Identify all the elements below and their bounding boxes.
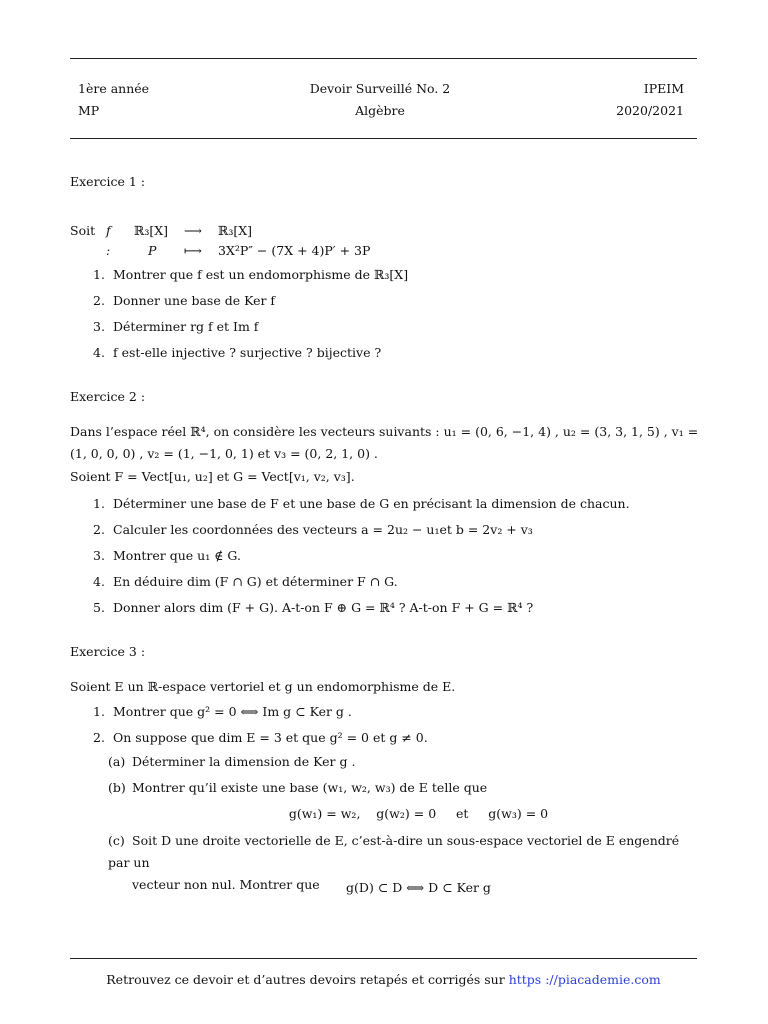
ex2-item-1: 1. Déterminer une base de F et une base de G en précisant la dimension de chacun. (93, 496, 630, 511)
institution: IPEIM (643, 81, 684, 96)
ex2-item-5: 5. Donner alors dim (F + G). A-t-on F ⊕ G = ℝ⁴ ? A-t-on F + G = ℝ⁴ ? (93, 600, 534, 615)
school-year: 2020/2021 (616, 103, 684, 118)
ex2-intro-line-3: Soient F = Vect[u₁, u₂] et G = Vect[v₁, v₂, v₃]. (70, 469, 355, 484)
header-left (78, 78, 149, 122)
def-var: P (148, 243, 157, 258)
ex2-item-3: 3. Montrer que u₁ ∉ G. (93, 548, 241, 563)
ex1-item-2: 2. Donner une base de Ker f (93, 293, 276, 308)
class-year: 1ère année (78, 81, 150, 96)
exam-title: Devoir Surveillé No. 2 (309, 81, 451, 96)
ex3-sub-b: (b) Montrer qu’il existe une base (w₁, w₂, w₃) de E telle que (108, 780, 488, 795)
def-f: f : (106, 223, 111, 258)
def-domain: ℝ₃[X] (134, 223, 169, 238)
def-codomain: ℝ₃[X] (218, 223, 253, 238)
header-bottom-rule (70, 138, 697, 139)
ex3-equation-c: g(D) ⊂ D ⟺ D ⊂ Ker g (346, 880, 491, 895)
exam-subject: Algèbre (355, 103, 405, 118)
class-section: MP (78, 103, 100, 118)
ex3-intro: Soient E un ℝ-espace vertoriel et g un endomorphisme de E. (70, 679, 456, 694)
ex2-intro-line-1: Dans l’espace réel ℝ⁴, on considère les vecteurs suivants : u₁ = (0, 6, −1, 4) , u₂ = (3, 3, 1, 5) , v₁ = (70, 424, 699, 439)
footer (70, 972, 697, 987)
ex1-item-3: 3. Déterminer rg f et Im f (93, 319, 259, 334)
exercise-2-title: Exercice 2 : (70, 389, 146, 404)
header-top-rule (70, 58, 697, 59)
ex2-item-2: 2. Calculer les coordonnées des vecteurs a = 2u₂ − u₁et b = 2v₂ + v₃ (93, 522, 533, 537)
ex3-item-2: 2. On suppose que dim E = 3 et que g² = 0 et g ≠ 0. (93, 730, 428, 745)
def-expression: 3X²P″ − (7X + 4)P′ + 3P (218, 243, 371, 258)
ex3-sub-a: (a) Déterminer la dimension de Ker g . (108, 754, 356, 769)
ex3-item-1: 1. Montrer que g² = 0 ⟺ Im g ⊂ Ker g . (93, 704, 352, 719)
ex2-item-4: 4. En déduire dim (F ∩ G) et déterminer F ∩ G. (93, 574, 398, 589)
footer-text: Retrouvez ce devoir et d’autres devoirs retapés et corrigés sur (106, 972, 505, 987)
ex3-sub-c: (c) Soit D une droite vectorielle de E, c’est-à-dire un sous-espace vectoriel de E engendré par un vecteur non nul. Montrer que (108, 833, 680, 892)
ex3-equation-b: g(w₁) = w₂, g(w₂) = 0 et g(w₃) = 0 (288, 806, 549, 821)
def-soit: Soit (70, 223, 96, 238)
exercise-3-title: Exercice 3 : (70, 644, 146, 659)
ex1-item-1: 1. Montrer que f est un endomorphisme de ℝ₃[X] (93, 267, 409, 282)
header-right (616, 78, 684, 122)
header-center (250, 78, 510, 122)
ex1-item-4: 4. f est-elle injective ? surjective ? bijective ? (93, 345, 382, 360)
ex2-intro-line-2: (1, 0, 0, 0) , v₂ = (1, −1, 0, 1) et v₃ = (0, 2, 1, 0) . (70, 446, 378, 461)
footer-rule (70, 958, 697, 959)
def-mapsto: ⟼ (184, 243, 202, 258)
footer-link[interactable]: https ://piacademie.com (508, 972, 661, 987)
exercise-1-title: Exercice 1 : (70, 174, 146, 189)
def-arrow: ⟶ (184, 223, 202, 238)
